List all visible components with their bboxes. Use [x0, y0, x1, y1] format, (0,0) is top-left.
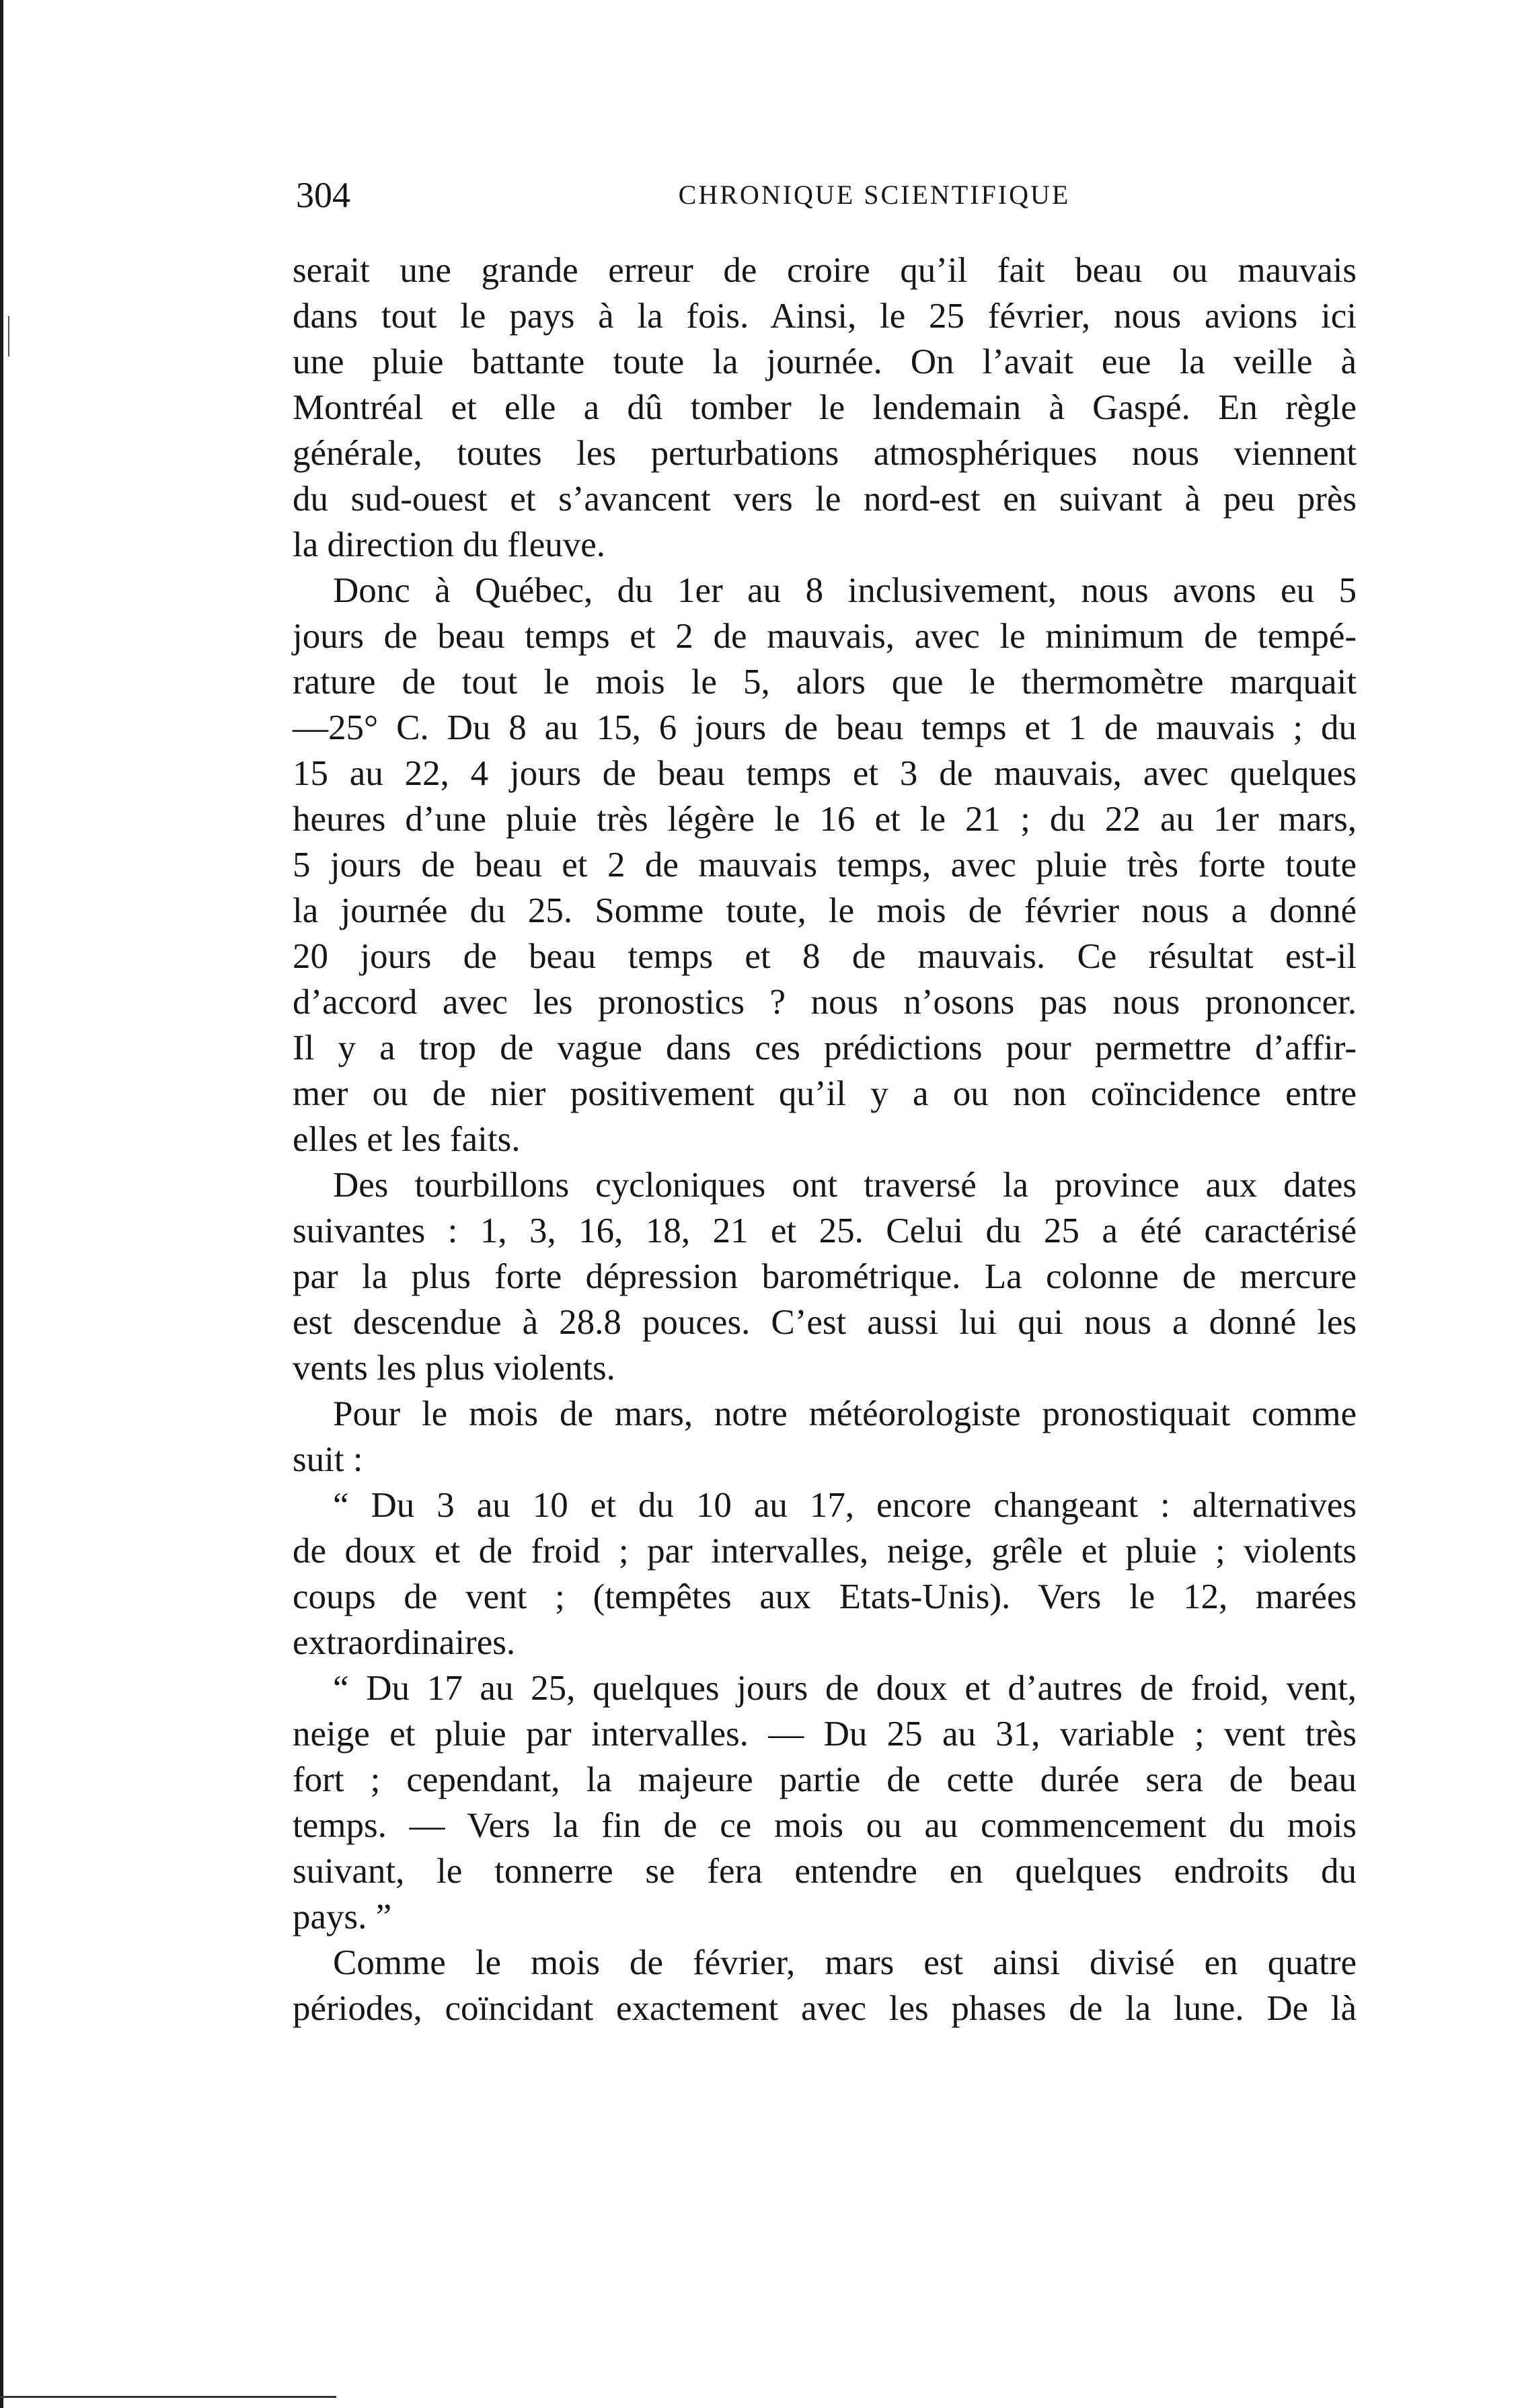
text-line: 15 au 22, 4 jours de beau temps et 3 de mauvais, avec quelques: [293, 754, 1357, 793]
text-line: rature de tout le mois le 5, alors que le thermomètre marquait: [293, 663, 1357, 702]
text-line: par la plus forte dépression barométrique. La colonne de mercure: [293, 1257, 1357, 1296]
text-line: elles et les faits.: [293, 1120, 521, 1159]
text-line: serait une grande erreur de croire qu’il fait beau ou mauvais: [293, 251, 1357, 290]
text-line: jours de beau temps et 2 de mauvais, avec le minimum de tempé-: [293, 617, 1357, 656]
text-line: du sud-ouest et s’avancent vers le nord-est en suivant à peu près: [293, 480, 1357, 519]
text-line: temps. — Vers la fin de ce mois ou au commencement du mois: [293, 1806, 1357, 1845]
text-line: mer ou de nier positivement qu’il y a ou non coïncidence entre: [293, 1074, 1357, 1113]
text-line: “ Du 17 au 25, quelques jours de doux et d’autres de froid, vent,: [333, 1669, 1357, 1708]
text-line: suivantes : 1, 3, 16, 18, 21 et 25. Celui du 25 a été caractérisé: [293, 1211, 1357, 1250]
text-line: dans tout le pays à la fois. Ainsi, le 25 février, nous avions ici: [293, 297, 1357, 336]
text-line: 5 jours de beau et 2 de mauvais temps, avec pluie très forte toute: [293, 845, 1357, 885]
text-line: de doux et de froid ; par intervalles, neige, grêle et pluie ; violents: [293, 1532, 1357, 1571]
text-line: coups de vent ; (tempêtes aux Etats-Unis). Vers le 12, marées: [293, 1577, 1357, 1616]
text-line: extraordinaires.: [293, 1623, 516, 1662]
text-line: périodes, coïncidant exactement avec les phases de la lune. De là: [293, 1989, 1357, 2028]
text-line: la journée du 25. Somme toute, le mois de février nous a donné: [293, 891, 1357, 930]
text-line: 20 jours de beau temps et 8 de mauvais. Ce résultat est-il: [293, 937, 1357, 976]
text-line: heures d’une pluie très légère le 16 et le 21 ; du 22 au 1er mars,: [293, 800, 1357, 839]
text-line: fort ; cependant, la majeure partie de cette durée sera de beau: [293, 1760, 1357, 1799]
text-line: suivant, le tonnerre se fera entendre en quelques endroits du: [293, 1852, 1357, 1891]
text-line: une pluie battante toute la journée. On l’avait eue la veille à: [293, 342, 1357, 381]
scan-left-edge: [0, 0, 3, 2408]
text-line: Comme le mois de février, mars est ainsi divisé en quatre: [333, 1943, 1357, 1982]
text-line: est descendue à 28.8 pouces. C’est aussi lui qui nous a donné les: [293, 1303, 1357, 1342]
text-line: Donc à Québec, du 1er au 8 inclusivement, nous avons eu 5: [333, 571, 1357, 610]
text-line: suit :: [293, 1440, 363, 1479]
text-line: Pour le mois de mars, notre météorologiste pronostiquait comme: [333, 1394, 1357, 1433]
text-line: neige et pluie par intervalles. — Du 25 au 31, variable ; vent très: [293, 1715, 1357, 1754]
page-header: [296, 168, 1352, 222]
text-line: d’accord avec les pronostics ? nous n’osons pas nous prononcer.: [293, 983, 1357, 1022]
text-line: pays. ”: [293, 1897, 392, 1936]
text-line: “ Du 3 au 10 et du 10 au 17, encore changeant : alternatives: [333, 1486, 1357, 1525]
text-line: générale, toutes les perturbations atmosphériques nous viennent: [293, 434, 1357, 473]
text-line: Des tourbillons cycloniques ont traversé la province aux dates: [333, 1166, 1357, 1205]
bottom-rule: [0, 2396, 336, 2398]
body-text: [293, 248, 1357, 2031]
page-number: 304: [296, 175, 350, 215]
scan-edge-mark: [8, 316, 9, 356]
text-line: Il y a trop de vague dans ces prédictions pour permettre d’affir-: [293, 1028, 1357, 1067]
running-head: CHRONIQUE SCIENTIFIQUE: [678, 180, 1071, 210]
text-line: vents les plus violents.: [293, 1349, 615, 1388]
text-line: Montréal et elle a dû tomber le lendemain à Gaspé. En règle: [293, 388, 1357, 427]
text-line: la direction du fleuve.: [293, 525, 606, 564]
text-line: —25° C. Du 8 au 15, 6 jours de beau temps et 1 de mauvais ; du: [293, 708, 1357, 747]
